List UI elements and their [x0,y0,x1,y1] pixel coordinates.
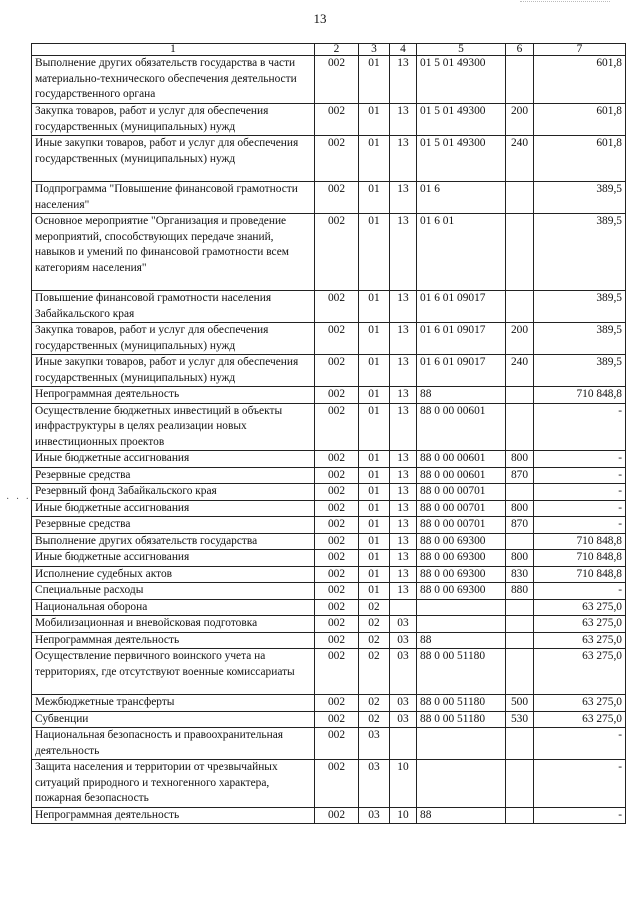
row-target-article [417,760,506,808]
row-target-article: 01 5 01 49300 [417,104,506,136]
row-target-article: 88 0 00 51180 [417,649,506,695]
table-row [32,104,626,136]
scan-artifact [520,1,610,3]
table-row [32,403,626,451]
row-amount: 389,5 [534,323,626,355]
row-section: 01 [359,550,390,567]
row-name: Непрограммная деятельность [32,807,315,824]
row-name: Субвенции [32,711,315,728]
row-target-article: 01 6 01 09017 [417,291,506,323]
row-expense-type [506,387,534,404]
row-code-main: 002 [315,214,359,291]
row-expense-type [506,56,534,104]
row-amount: 63 275,0 [534,599,626,616]
row-expense-type [506,616,534,633]
row-amount: 63 275,0 [534,695,626,712]
row-section: 01 [359,467,390,484]
row-expense-type [506,728,534,760]
margin-marks: · · · [6,494,31,505]
row-section: 01 [359,451,390,468]
row-amount: 710 848,8 [534,550,626,567]
row-amount: - [534,451,626,468]
row-section: 01 [359,517,390,534]
row-subsection: 03 [390,649,417,695]
row-subsection: 13 [390,355,417,387]
row-expense-type: 240 [506,136,534,182]
row-amount: - [534,760,626,808]
row-expense-type [506,291,534,323]
row-target-article: 88 0 00 69300 [417,566,506,583]
table-row [32,550,626,567]
row-code-main: 002 [315,136,359,182]
row-code-main: 002 [315,616,359,633]
row-name: Защита населения и территории от чрезвычайных ситуаций природного и техногенного характера, пожарная безопасность [32,760,315,808]
header-row [32,44,626,56]
row-section: 02 [359,649,390,695]
row-name: Исполнение судебных актов [32,566,315,583]
row-target-article: 88 [417,387,506,404]
row-subsection: 13 [390,566,417,583]
row-target-article: 01 5 01 49300 [417,136,506,182]
table-row [32,56,626,104]
row-expense-type [506,182,534,214]
table-row [32,500,626,517]
row-target-article: 88 0 00 00701 [417,517,506,534]
row-amount: - [534,484,626,501]
row-target-article: 01 6 01 09017 [417,355,506,387]
row-section: 01 [359,566,390,583]
table-body [32,56,626,824]
row-target-article: 01 6 [417,182,506,214]
table-row [32,695,626,712]
row-subsection: 13 [390,583,417,600]
row-code-main: 002 [315,500,359,517]
row-section: 02 [359,616,390,633]
row-expense-type: 530 [506,711,534,728]
row-subsection: 13 [390,500,417,517]
row-subsection: 13 [390,467,417,484]
row-code-main: 002 [315,291,359,323]
row-amount: 389,5 [534,355,626,387]
table-row [32,599,626,616]
row-section: 03 [359,760,390,808]
row-amount: 63 275,0 [534,649,626,695]
row-expense-type: 880 [506,583,534,600]
row-expense-type [506,484,534,501]
row-name: Иные закупки товаров, работ и услуг для обеспечения государственных (муниципальных) нужд [32,355,315,387]
row-section: 03 [359,728,390,760]
row-target-article: 88 0 00 00601 [417,467,506,484]
row-name: Иные бюджетные ассигнования [32,451,315,468]
row-name: Мобилизационная и вневойсковая подготовка [32,616,315,633]
row-code-main: 002 [315,533,359,550]
row-code-main: 002 [315,323,359,355]
row-code-main: 002 [315,355,359,387]
row-subsection [390,728,417,760]
row-amount: 389,5 [534,182,626,214]
row-subsection: 13 [390,214,417,291]
row-name: Иные бюджетные ассигнования [32,500,315,517]
row-section: 01 [359,323,390,355]
table-row [32,291,626,323]
row-subsection: 13 [390,182,417,214]
row-section: 01 [359,533,390,550]
row-expense-type [506,632,534,649]
row-amount: - [534,500,626,517]
row-name: Иные закупки товаров, работ и услуг для обеспечения государственных (муниципальных) нужд [32,136,315,182]
row-amount: - [534,583,626,600]
row-target-article [417,599,506,616]
row-amount: 710 848,8 [534,387,626,404]
table-row [32,760,626,808]
row-name: Осуществление первичного воинского учета на территориях, где отсутствуют военные комиссариаты [32,649,315,695]
row-subsection: 10 [390,760,417,808]
row-subsection: 13 [390,484,417,501]
row-code-main: 002 [315,632,359,649]
row-name: Резервный фонд Забайкальского края [32,484,315,501]
row-code-main: 002 [315,711,359,728]
row-code-main: 002 [315,451,359,468]
row-subsection: 13 [390,387,417,404]
row-subsection: 03 [390,695,417,712]
row-name: Выполнение других обязательств государства в части материально-технического обеспечения деятельности государственного органа [32,56,315,104]
column-header: 6 [506,44,534,56]
row-expense-type [506,403,534,451]
column-header: 3 [359,44,390,56]
row-amount: 601,8 [534,136,626,182]
row-section: 02 [359,632,390,649]
row-amount: 601,8 [534,56,626,104]
row-section: 01 [359,387,390,404]
row-expense-type [506,760,534,808]
row-target-article: 88 0 00 69300 [417,583,506,600]
row-code-main: 002 [315,104,359,136]
row-target-article: 01 6 01 09017 [417,323,506,355]
row-amount: - [534,517,626,534]
row-amount: 710 848,8 [534,533,626,550]
row-expense-type [506,533,534,550]
row-amount: 389,5 [534,214,626,291]
row-code-main: 002 [315,728,359,760]
table-row [32,451,626,468]
row-section: 02 [359,711,390,728]
budget-table [31,43,626,824]
column-header: 2 [315,44,359,56]
row-target-article: 88 0 00 00701 [417,500,506,517]
table-row [32,214,626,291]
row-code-main: 002 [315,599,359,616]
row-subsection: 13 [390,451,417,468]
row-code-main: 002 [315,387,359,404]
row-target-article: 88 0 00 00601 [417,403,506,451]
row-target-article: 88 0 00 69300 [417,533,506,550]
row-section: 02 [359,695,390,712]
row-name: Межбюджетные трансферты [32,695,315,712]
row-target-article: 88 0 00 00601 [417,451,506,468]
row-subsection: 03 [390,711,417,728]
column-header: 7 [534,44,626,56]
row-name: Непрограммная деятельность [32,387,315,404]
row-subsection: 13 [390,550,417,567]
row-section: 02 [359,599,390,616]
row-section: 01 [359,583,390,600]
row-section: 01 [359,182,390,214]
row-section: 01 [359,403,390,451]
table-row [32,467,626,484]
row-code-main: 002 [315,760,359,808]
row-target-article [417,728,506,760]
row-expense-type: 200 [506,104,534,136]
row-expense-type: 200 [506,323,534,355]
row-target-article: 88 0 00 00701 [417,484,506,501]
row-code-main: 002 [315,484,359,501]
row-name: Резервные средства [32,467,315,484]
table-row [32,182,626,214]
table-row [32,533,626,550]
row-subsection: 13 [390,517,417,534]
table-row [32,355,626,387]
row-name: Закупка товаров, работ и услуг для обеспечения государственных (муниципальных) нужд [32,104,315,136]
row-expense-type [506,649,534,695]
row-subsection: 13 [390,291,417,323]
row-amount: 710 848,8 [534,566,626,583]
row-expense-type: 800 [506,550,534,567]
row-section: 01 [359,56,390,104]
row-code-main: 002 [315,566,359,583]
table-row [32,616,626,633]
row-code-main: 002 [315,695,359,712]
row-name: Повышение финансовой грамотности населения Забайкальского края [32,291,315,323]
row-name: Выполнение других обязательств государства [32,533,315,550]
row-section: 01 [359,214,390,291]
row-amount: - [534,467,626,484]
row-expense-type: 500 [506,695,534,712]
row-code-main: 002 [315,467,359,484]
table-row [32,484,626,501]
row-name: Специальные расходы [32,583,315,600]
row-section: 01 [359,136,390,182]
row-section: 01 [359,500,390,517]
row-amount: 63 275,0 [534,632,626,649]
row-amount: 63 275,0 [534,711,626,728]
row-section: 03 [359,807,390,824]
row-subsection: 13 [390,403,417,451]
table-row [32,566,626,583]
row-code-main: 002 [315,517,359,534]
table-row [32,323,626,355]
row-section: 01 [359,104,390,136]
row-target-article: 01 6 01 [417,214,506,291]
row-subsection: 13 [390,56,417,104]
row-amount: 601,8 [534,104,626,136]
row-expense-type: 240 [506,355,534,387]
row-amount: 389,5 [534,291,626,323]
row-amount: - [534,807,626,824]
row-expense-type: 800 [506,500,534,517]
table-row [32,136,626,182]
row-code-main: 002 [315,56,359,104]
row-name: Закупка товаров, работ и услуг для обеспечения государственных (муниципальных) нужд [32,323,315,355]
table-row [32,649,626,695]
row-target-article: 88 [417,807,506,824]
table-row [32,807,626,824]
row-expense-type [506,599,534,616]
row-amount: - [534,728,626,760]
row-name: Непрограммная деятельность [32,632,315,649]
row-code-main: 002 [315,182,359,214]
table-row [32,517,626,534]
row-code-main: 002 [315,403,359,451]
row-name: Осуществление бюджетных инвестиций в объекты инфраструктуры в целях реализации новых инвестиционных проектов [32,403,315,451]
row-code-main: 002 [315,649,359,695]
table-row [32,711,626,728]
row-subsection: 03 [390,616,417,633]
row-subsection: 13 [390,533,417,550]
row-amount: 63 275,0 [534,616,626,633]
row-target-article: 88 0 00 69300 [417,550,506,567]
row-target-article: 88 [417,632,506,649]
row-name: Национальная безопасность и правоохранительная деятельность [32,728,315,760]
table-row [32,387,626,404]
table-row [32,583,626,600]
row-expense-type: 830 [506,566,534,583]
row-name: Иные бюджетные ассигнования [32,550,315,567]
row-target-article [417,616,506,633]
row-expense-type [506,214,534,291]
row-target-article: 88 0 00 51180 [417,711,506,728]
column-header: 1 [32,44,315,56]
row-code-main: 002 [315,807,359,824]
row-code-main: 002 [315,583,359,600]
row-subsection: 13 [390,323,417,355]
row-subsection: 10 [390,807,417,824]
row-subsection: 03 [390,632,417,649]
page-number: 13 [313,11,327,26]
row-expense-type: 870 [506,517,534,534]
table-row [32,632,626,649]
row-name: Основное мероприятие "Организация и проведение мероприятий, способствующих передаче знаний, навыков и умений по финансовой грамотности всем категориям населения" [32,214,315,291]
row-code-main: 002 [315,550,359,567]
row-expense-type: 870 [506,467,534,484]
row-amount: - [534,403,626,451]
table-row [32,728,626,760]
row-name: Национальная оборона [32,599,315,616]
row-subsection: 13 [390,104,417,136]
column-header: 5 [417,44,506,56]
row-subsection [390,599,417,616]
column-header: 4 [390,44,417,56]
row-section: 01 [359,291,390,323]
row-expense-type [506,807,534,824]
row-section: 01 [359,484,390,501]
row-subsection: 13 [390,136,417,182]
row-target-article: 88 0 00 51180 [417,695,506,712]
row-name: Подпрограмма "Повышение финансовой грамотности населения" [32,182,315,214]
row-name: Резервные средства [32,517,315,534]
row-target-article: 01 5 01 49300 [417,56,506,104]
row-section: 01 [359,355,390,387]
row-expense-type: 800 [506,451,534,468]
